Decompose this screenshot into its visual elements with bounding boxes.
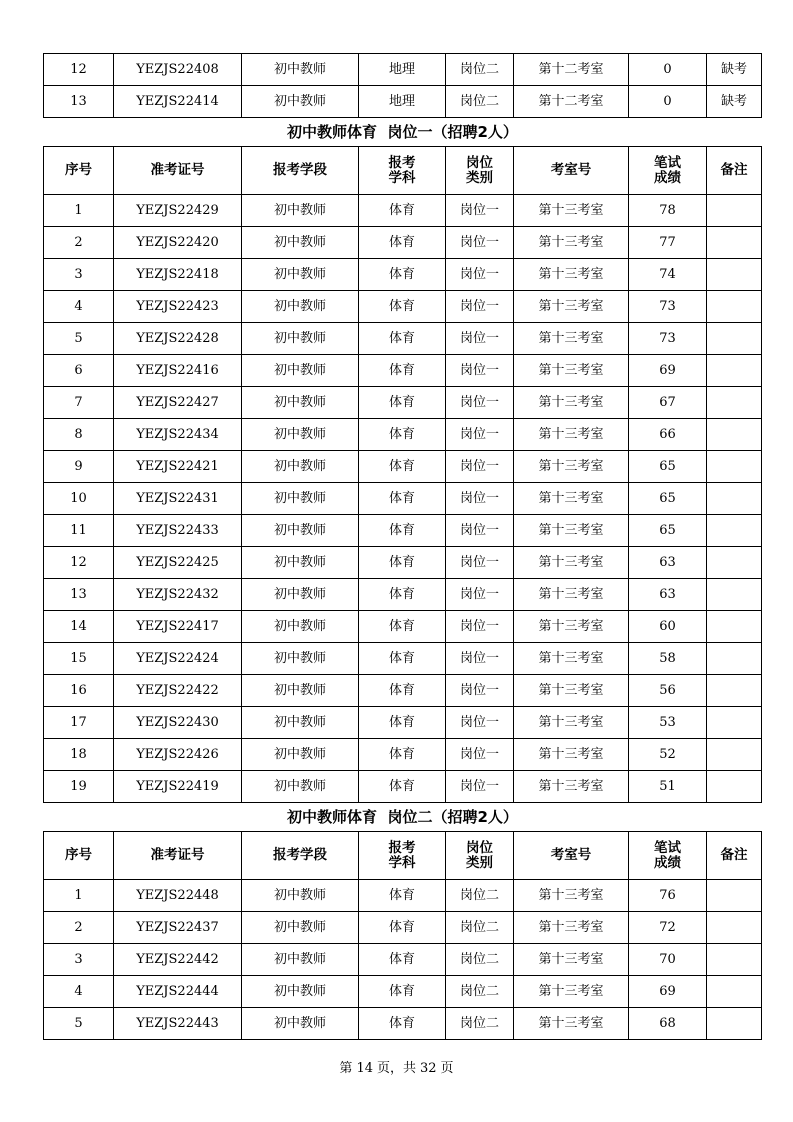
remark-cell [707,451,762,483]
seq-cell: 13 [44,86,114,118]
stage-cell: 初中教师 [242,419,359,451]
ticket-number-cell: YEZJS22426 [114,739,242,771]
column-header: 岗位 类别 [446,147,514,195]
stage-cell: 初中教师 [242,976,359,1008]
score-cell: 70 [629,944,707,976]
stage-cell: 初中教师 [242,387,359,419]
table-row [44,1008,762,1040]
stage-cell: 初中教师 [242,643,359,675]
position-cell: 岗位一 [446,643,514,675]
page-footer [0,1057,793,1076]
score-table [43,53,762,1040]
table-row [44,547,762,579]
remark-cell [707,976,762,1008]
ticket-number-cell: YEZJS22424 [114,643,242,675]
room-cell: 第十三考室 [514,611,629,643]
score-cell: 66 [629,419,707,451]
seq-cell: 18 [44,739,114,771]
ticket-number-cell: YEZJS22414 [114,86,242,118]
subject-cell: 体育 [359,739,446,771]
subject-cell: 体育 [359,880,446,912]
score-cell: 73 [629,323,707,355]
footer-suffix: 页 [440,1061,454,1076]
room-cell: 第十三考室 [514,483,629,515]
remark-cell [707,323,762,355]
table-row [44,54,762,86]
remark-cell [707,675,762,707]
column-header: 报考学段 [242,147,359,195]
seq-cell: 19 [44,771,114,803]
subject-cell: 体育 [359,1008,446,1040]
subject-cell: 体育 [359,387,446,419]
remark-cell [707,707,762,739]
column-header: 岗位 类别 [446,832,514,880]
subject-cell: 体育 [359,944,446,976]
score-cell: 0 [629,54,707,86]
footer-prefix: 第 [339,1061,353,1076]
position-cell: 岗位二 [446,944,514,976]
seq-cell: 5 [44,323,114,355]
stage-cell: 初中教师 [242,547,359,579]
table-row [44,515,762,547]
subject-cell: 体育 [359,195,446,227]
subject-cell: 体育 [359,259,446,291]
position-cell: 岗位一 [446,259,514,291]
table-row [44,323,762,355]
ticket-number-cell: YEZJS22431 [114,483,242,515]
remark-cell [707,611,762,643]
ticket-number-cell: YEZJS22421 [114,451,242,483]
stage-cell: 初中教师 [242,259,359,291]
stage-cell: 初中教师 [242,86,359,118]
seq-cell: 6 [44,355,114,387]
subject-cell: 体育 [359,227,446,259]
remark-cell [707,419,762,451]
column-header: 报考 学科 [359,147,446,195]
stage-cell: 初中教师 [242,944,359,976]
stage-cell: 初中教师 [242,291,359,323]
score-cell: 69 [629,976,707,1008]
table-row [44,86,762,118]
seq-cell: 1 [44,195,114,227]
column-header: 考室号 [514,832,629,880]
subject-cell: 体育 [359,547,446,579]
position-cell: 岗位一 [446,419,514,451]
ticket-number-cell: YEZJS22442 [114,944,242,976]
table-row [44,643,762,675]
subject-cell: 体育 [359,483,446,515]
score-cell: 73 [629,291,707,323]
ticket-number-cell: YEZJS22434 [114,419,242,451]
position-cell: 岗位二 [446,976,514,1008]
table-row [44,419,762,451]
remark-cell [707,771,762,803]
position-cell: 岗位一 [446,195,514,227]
room-cell: 第十三考室 [514,515,629,547]
score-cell: 77 [629,227,707,259]
score-cell: 60 [629,611,707,643]
score-cell: 0 [629,86,707,118]
remark-cell [707,912,762,944]
remark-cell [707,1008,762,1040]
section-title: 初中教师体育 岗位一（招聘2人） [44,118,762,147]
table-row [44,739,762,771]
subject-cell: 地理 [359,54,446,86]
remark-cell [707,227,762,259]
remark-cell [707,944,762,976]
table-row [44,944,762,976]
footer-total-pages: 32 [420,1061,437,1076]
column-header: 序号 [44,832,114,880]
seq-cell: 9 [44,451,114,483]
header-row [44,832,762,880]
ticket-number-cell: YEZJS22422 [114,675,242,707]
score-cell: 63 [629,579,707,611]
remark-cell [707,259,762,291]
section-title-row [44,803,762,832]
subject-cell: 体育 [359,675,446,707]
stage-cell: 初中教师 [242,912,359,944]
remark-cell: 缺考 [707,86,762,118]
table-body [44,54,762,1040]
stage-cell: 初中教师 [242,54,359,86]
subject-cell: 体育 [359,451,446,483]
remark-cell [707,483,762,515]
room-cell: 第十三考室 [514,355,629,387]
position-cell: 岗位一 [446,707,514,739]
section-title-row [44,118,762,147]
stage-cell: 初中教师 [242,675,359,707]
score-cell: 58 [629,643,707,675]
score-cell: 63 [629,547,707,579]
score-cell: 69 [629,355,707,387]
remark-cell [707,579,762,611]
subject-cell: 体育 [359,355,446,387]
room-cell: 第十三考室 [514,771,629,803]
stage-cell: 初中教师 [242,1008,359,1040]
position-cell: 岗位一 [446,483,514,515]
seq-cell: 1 [44,880,114,912]
subject-cell: 体育 [359,643,446,675]
score-cell: 51 [629,771,707,803]
room-cell: 第十二考室 [514,86,629,118]
room-cell: 第十三考室 [514,1008,629,1040]
position-cell: 岗位二 [446,1008,514,1040]
room-cell: 第十三考室 [514,451,629,483]
remark-cell [707,195,762,227]
ticket-number-cell: YEZJS22448 [114,880,242,912]
stage-cell: 初中教师 [242,515,359,547]
table-row [44,675,762,707]
position-cell: 岗位一 [446,579,514,611]
position-cell: 岗位一 [446,387,514,419]
column-header: 准考证号 [114,147,242,195]
position-cell: 岗位一 [446,547,514,579]
seq-cell: 17 [44,707,114,739]
remark-cell [707,515,762,547]
position-cell: 岗位一 [446,739,514,771]
column-header: 准考证号 [114,832,242,880]
footer-page-number: 14 [356,1061,373,1076]
section-title: 初中教师体育 岗位二（招聘2人） [44,803,762,832]
subject-cell: 体育 [359,323,446,355]
room-cell: 第十三考室 [514,291,629,323]
position-cell: 岗位一 [446,291,514,323]
seq-cell: 5 [44,1008,114,1040]
remark-cell: 缺考 [707,54,762,86]
room-cell: 第十三考室 [514,579,629,611]
score-cell: 78 [629,195,707,227]
score-cell: 56 [629,675,707,707]
position-cell: 岗位二 [446,86,514,118]
room-cell: 第十三考室 [514,323,629,355]
footer-middle: 页，共 [376,1061,416,1076]
score-cell: 52 [629,739,707,771]
seq-cell: 11 [44,515,114,547]
seq-cell: 4 [44,976,114,1008]
room-cell: 第十三考室 [514,912,629,944]
position-cell: 岗位二 [446,912,514,944]
subject-cell: 体育 [359,976,446,1008]
position-cell: 岗位一 [446,515,514,547]
room-cell: 第十三考室 [514,419,629,451]
seq-cell: 8 [44,419,114,451]
seq-cell: 16 [44,675,114,707]
stage-cell: 初中教师 [242,707,359,739]
stage-cell: 初中教师 [242,483,359,515]
subject-cell: 体育 [359,291,446,323]
subject-cell: 体育 [359,707,446,739]
table-row [44,707,762,739]
table-row [44,387,762,419]
ticket-number-cell: YEZJS22432 [114,579,242,611]
stage-cell: 初中教师 [242,451,359,483]
table-row [44,912,762,944]
column-header: 报考学段 [242,832,359,880]
remark-cell [707,547,762,579]
score-cell: 65 [629,515,707,547]
stage-cell: 初中教师 [242,771,359,803]
table-row [44,195,762,227]
stage-cell: 初中教师 [242,195,359,227]
score-cell: 65 [629,451,707,483]
subject-cell: 体育 [359,515,446,547]
table-row [44,771,762,803]
room-cell: 第十三考室 [514,547,629,579]
table-row [44,291,762,323]
position-cell: 岗位一 [446,451,514,483]
remark-cell [707,739,762,771]
ticket-number-cell: YEZJS22443 [114,1008,242,1040]
remark-cell [707,643,762,675]
ticket-number-cell: YEZJS22419 [114,771,242,803]
ticket-number-cell: YEZJS22429 [114,195,242,227]
ticket-number-cell: YEZJS22428 [114,323,242,355]
stage-cell: 初中教师 [242,739,359,771]
column-header: 考室号 [514,147,629,195]
room-cell: 第十三考室 [514,643,629,675]
position-cell: 岗位一 [446,675,514,707]
score-sheet [43,53,761,1040]
score-cell: 65 [629,483,707,515]
ticket-number-cell: YEZJS22433 [114,515,242,547]
score-cell: 53 [629,707,707,739]
stage-cell: 初中教师 [242,880,359,912]
room-cell: 第十三考室 [514,195,629,227]
table-row [44,451,762,483]
subject-cell: 体育 [359,771,446,803]
position-cell: 岗位一 [446,323,514,355]
room-cell: 第十三考室 [514,976,629,1008]
subject-cell: 体育 [359,419,446,451]
position-cell: 岗位一 [446,227,514,259]
position-cell: 岗位二 [446,880,514,912]
stage-cell: 初中教师 [242,579,359,611]
ticket-number-cell: YEZJS22437 [114,912,242,944]
remark-cell [707,880,762,912]
table-row [44,355,762,387]
ticket-number-cell: YEZJS22430 [114,707,242,739]
table-row [44,880,762,912]
position-cell: 岗位一 [446,771,514,803]
score-cell: 67 [629,387,707,419]
seq-cell: 2 [44,912,114,944]
room-cell: 第十三考室 [514,387,629,419]
column-header: 笔试 成绩 [629,832,707,880]
seq-cell: 10 [44,483,114,515]
remark-cell [707,387,762,419]
ticket-number-cell: YEZJS22408 [114,54,242,86]
column-header: 备注 [707,147,762,195]
seq-cell: 3 [44,944,114,976]
room-cell: 第十三考室 [514,944,629,976]
room-cell: 第十三考室 [514,707,629,739]
header-row [44,147,762,195]
score-cell: 68 [629,1008,707,1040]
table-row [44,483,762,515]
seq-cell: 2 [44,227,114,259]
table-row [44,259,762,291]
subject-cell: 地理 [359,86,446,118]
ticket-number-cell: YEZJS22444 [114,976,242,1008]
room-cell: 第十三考室 [514,675,629,707]
ticket-number-cell: YEZJS22416 [114,355,242,387]
ticket-number-cell: YEZJS22427 [114,387,242,419]
ticket-number-cell: YEZJS22417 [114,611,242,643]
position-cell: 岗位一 [446,611,514,643]
stage-cell: 初中教师 [242,227,359,259]
seq-cell: 12 [44,547,114,579]
subject-cell: 体育 [359,912,446,944]
stage-cell: 初中教师 [242,323,359,355]
score-cell: 72 [629,912,707,944]
remark-cell [707,291,762,323]
ticket-number-cell: YEZJS22423 [114,291,242,323]
column-header: 备注 [707,832,762,880]
score-cell: 76 [629,880,707,912]
seq-cell: 4 [44,291,114,323]
column-header: 笔试 成绩 [629,147,707,195]
table-row [44,976,762,1008]
table-row [44,579,762,611]
position-cell: 岗位二 [446,54,514,86]
seq-cell: 14 [44,611,114,643]
seq-cell: 12 [44,54,114,86]
subject-cell: 体育 [359,611,446,643]
subject-cell: 体育 [359,579,446,611]
seq-cell: 7 [44,387,114,419]
room-cell: 第十三考室 [514,739,629,771]
table-row [44,227,762,259]
ticket-number-cell: YEZJS22418 [114,259,242,291]
ticket-number-cell: YEZJS22425 [114,547,242,579]
stage-cell: 初中教师 [242,611,359,643]
ticket-number-cell: YEZJS22420 [114,227,242,259]
room-cell: 第十三考室 [514,880,629,912]
column-header: 序号 [44,147,114,195]
score-cell: 74 [629,259,707,291]
stage-cell: 初中教师 [242,355,359,387]
position-cell: 岗位一 [446,355,514,387]
room-cell: 第十二考室 [514,54,629,86]
seq-cell: 15 [44,643,114,675]
room-cell: 第十三考室 [514,227,629,259]
table-row [44,611,762,643]
column-header: 报考 学科 [359,832,446,880]
seq-cell: 3 [44,259,114,291]
seq-cell: 13 [44,579,114,611]
remark-cell [707,355,762,387]
room-cell: 第十三考室 [514,259,629,291]
